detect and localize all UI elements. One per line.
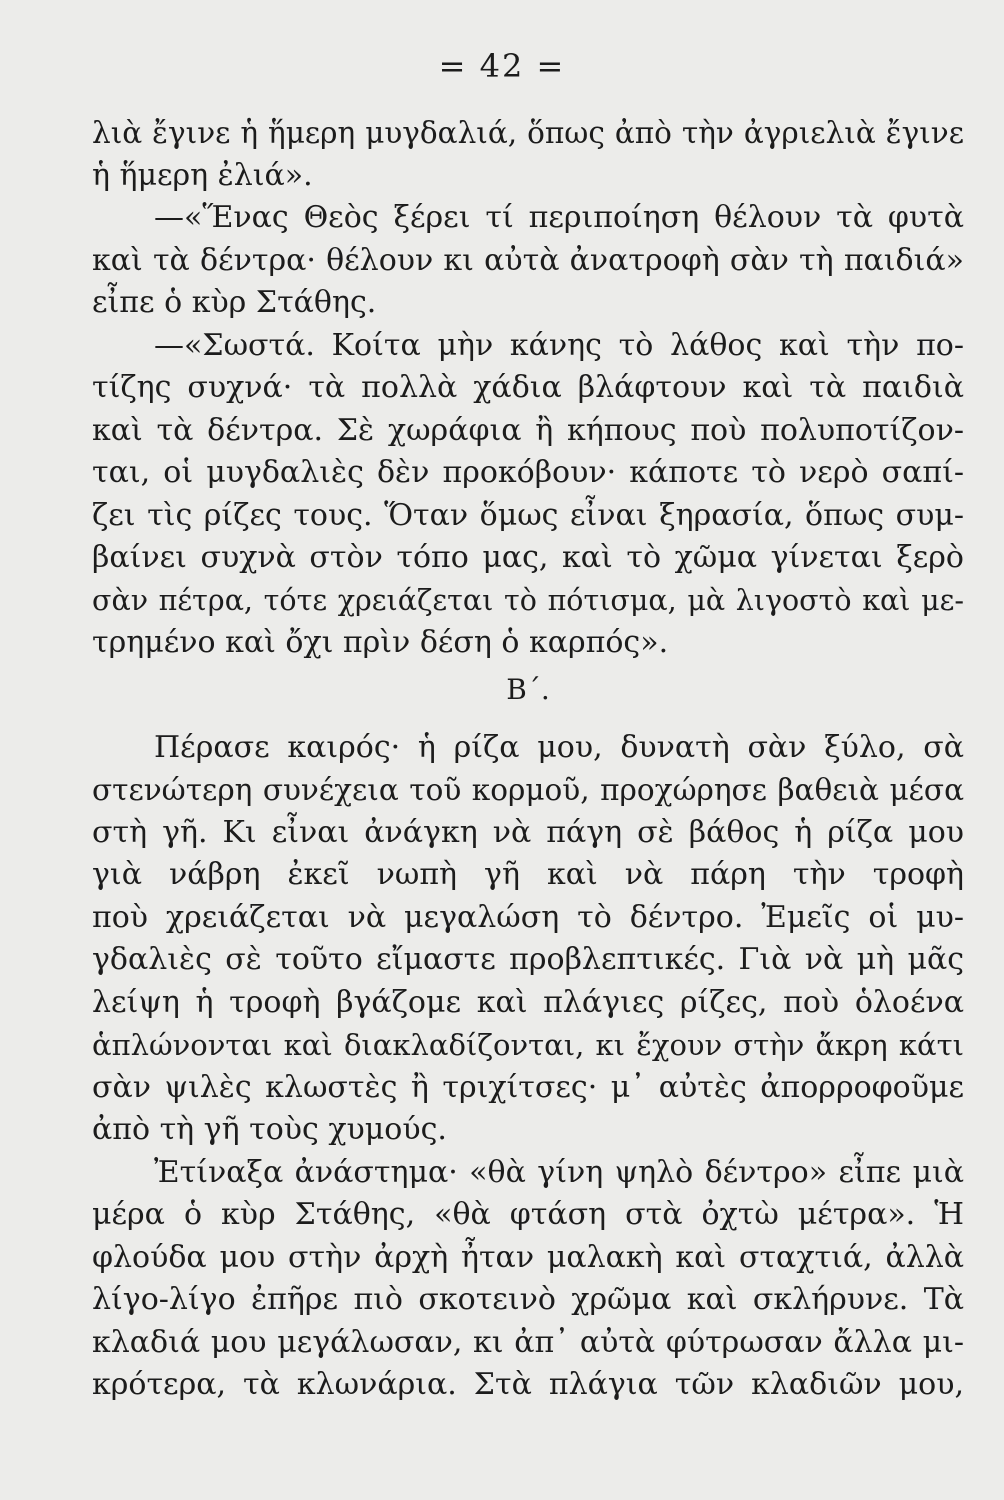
page-number: = 42 = bbox=[438, 47, 566, 85]
text-line: Πέρασε καιρός· ἡ ρίζα μου, δυνατὴ σὰν ξύλο, σὰ bbox=[154, 729, 964, 765]
section-heading: Β΄. bbox=[506, 672, 550, 706]
text-line: τρημένο καὶ ὄχι πρὶν δέση ὁ καρπός». bbox=[92, 625, 669, 660]
text-line: κλαδιά μου μεγάλωσαν, κι ἀπ᾿ αὐτὰ φύτρωσαν ἄλλα μι- bbox=[92, 1324, 964, 1360]
text-line: βαίνει συχνὰ στὸν τόπο μας, καὶ τὸ χῶμα γίνεται ξερὸ bbox=[92, 540, 964, 575]
text-line: λιὰ ἔγινε ἡ ἥμερη μυγδαλιά, ὅπως ἀπὸ τὴν ἀγριελιὰ ἔγινε bbox=[92, 116, 964, 150]
text-line: ἡ ἥμερη ἐλιά». bbox=[92, 157, 313, 193]
text-line: καὶ τὰ δέντρα. Σὲ χωράφια ἢ κήπους ποὺ πολυποτίζον- bbox=[92, 412, 964, 448]
text-line: στὴ γῆ. Κι εἶναι ἀνάγκη νὰ πάγη σὲ βάθος ἡ ρίζα μου bbox=[92, 814, 964, 850]
text-line: ται, οἱ μυγδαλιὲς δὲν προκόβουν· κάποτε τὸ νερὸ σαπί- bbox=[92, 455, 964, 490]
text-line: Ἐτίναξα ἀνάστημα· «θὰ γίνη ψηλὸ δέντρο» εἶπε μιὰ bbox=[154, 1154, 964, 1190]
text-line: λίγο-λίγο ἐπῆρε πιὸ σκοτεινὸ χρῶμα καὶ σκλήρυνε. Τὰ bbox=[92, 1282, 964, 1317]
text-line: σὰν ψιλὲς κλωστὲς ἢ τριχίτσες· μ᾿ αὐτὲς ἀπορροφοῦμε bbox=[92, 1069, 964, 1105]
body-text bbox=[92, 112, 964, 1407]
text-line: κρότερα, τὰ κλωνάρια. Στὰ πλάγια τῶν κλαδιῶν μου, bbox=[92, 1367, 964, 1402]
text-line: ζει τὶς ρίζες τους. Ὅταν ὅμως εἶναι ξηρασία, ὅπως συμ- bbox=[92, 497, 964, 533]
text-line: —«Ἕνας Θεὸς ξέρει τί περιποίηση θέλουν τὰ φυτὰ bbox=[154, 200, 964, 235]
text-line: —«Σωστά. Κοίτα μὴν κάνης τὸ λάθος καὶ τὴν πο- bbox=[154, 327, 964, 363]
text-line: εἶπε ὁ κὺρ Στάθης. bbox=[92, 285, 377, 320]
text-line: στενώτερη συνέχεια τοῦ κορμοῦ, προχώρησε βαθειὰ μέσα bbox=[92, 773, 964, 807]
text-line: λείψη ἡ τροφὴ βγάζομε καὶ πλάγιες ρίζες, ποὺ ὁλοένα bbox=[92, 984, 964, 1020]
text-line: φλούδα μου στὴν ἀρχὴ ἦταν μαλακὴ καὶ σταχτιά, ἀλλὰ bbox=[92, 1239, 964, 1275]
text-line: γδαλιὲς σὲ τοῦτο εἴμαστε προβλεπτικές. Γιὰ νὰ μὴ μᾶς bbox=[92, 942, 964, 977]
text-line: γιὰ νάβρη ἐκεῖ νωπὴ γῆ καὶ νὰ πάρη τὴν τροφὴ bbox=[92, 857, 964, 892]
text-line: τίζης συχνά· τὰ πολλὰ χάδια βλάφτουν καὶ τὰ παιδιὰ bbox=[92, 370, 964, 405]
text-line: σὰν πέτρα, τότε χρειάζεται τὸ πότισμα, μὰ λιγοστὸ καὶ με- bbox=[92, 583, 964, 617]
text-line: ποὺ χρειάζεται νὰ μεγαλώση τὸ δέντρο. Ἐμεῖς οἱ μυ- bbox=[92, 899, 964, 935]
text-line: μέρα ὁ κὺρ Στάθης, «θὰ φτάση στὰ ὀχτὼ μέτρα». Ἡ bbox=[92, 1197, 964, 1232]
text-line: ἁπλώνονται καὶ διακλαδίζονται, κι ἔχουν στὴν ἄκρη κάτι bbox=[92, 1028, 964, 1062]
text-line: καὶ τὰ δέντρα· θέλουν κι αὐτὰ ἀνατροφὴ σὰν τὴ παιδιά» bbox=[92, 242, 964, 278]
text-line: ἀπὸ τὴ γῆ τοὺς χυμούς. bbox=[92, 1112, 447, 1147]
